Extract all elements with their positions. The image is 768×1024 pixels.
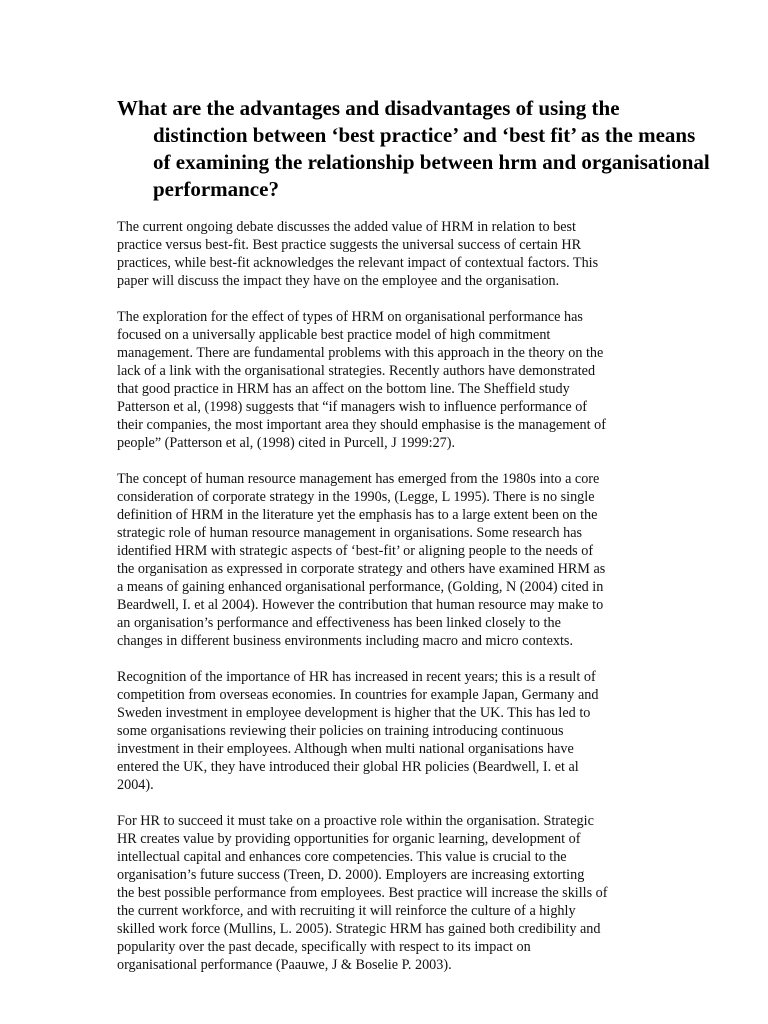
paragraph-4: Recognition of the importance of HR has increased in recent years; this is a result of competition from overseas economies. In countries for example Japan, Germany and Sweden investment in employee development is higher that the UK. This has led to some organisations reviewing their policies on training introducing continuous investment in their employees. Although when multi national organisations have entered the UK, they have introduced their global HR policies (Beardwell, I. et al 2004). — [117, 669, 599, 793]
paragraph-1: The current ongoing debate discusses the added value of HRM in relation to best practice versus best-fit. Best practice suggests the universal success of certain HR practices, while best-fit acknowledges the relevant impact of contextual factors. This paper will discuss the impact they have on the employee and the organisation. — [117, 219, 599, 289]
document-title: What are the advantages and disadvantages of using the distinction between ‘best practice’ and ‘best fit’ as the means of examining the relationship between hrm and organisational performance? — [117, 96, 710, 201]
paragraph-5: For HR to succeed it must take on a proactive role within the organisation. Strategic HR creates value by providing opportunities for organic learning, development of intellectual capital and enhances core competencies. This value is crucial to the organisation’s future success (Treen, D. 2000). Employers are increasing extorting the best possible performance from employees. Best practice will increase the skills of the current workforce, and with recruiting it will reinforce the culture of a highly skilled work force (Mullins, L. 2005). Strategic HRM has gained both credibility and popularity over the past decade, specifically with respect to its impact on organisational performance (Paauwe, J & Boselie P. 2003). — [117, 813, 608, 973]
document-body — [117, 218, 660, 992]
paragraph-3: The concept of human resource management has emerged from the 1980s into a core consideration of corporate strategy in the 1990s, (Legge, L 1995). There is no single definition of HRM in the literature yet the emphasis has to a large extent been on the strategic role of human resource management in organisations. Some research has identified HRM with strategic aspects of ‘best-fit’ or aligning people to the needs of the organisation as expressed in corporate strategy and others have examined HRM as a means of gaining enhanced organisational performance, (Golding, N (2004) cited in Beardwell, I. et al 2004). However the contribution that human resource may make to an organisation’s performance and effectiveness has been linked closely to the changes in different business environments including macro and micro contexts. — [117, 471, 606, 649]
paragraph-2: The exploration for the effect of types of HRM on organisational performance has focused on a universally applicable best practice model of high commitment management. There are fundamental problems with this approach in the theory on the lack of a link with the organisational strategies. Recently authors have demonstrated that good practice in HRM has an affect on the bottom line. The Sheffield study Patterson et al, (1998) suggests that “if managers wish to influence performance of their companies, the most important area they should emphasise is the management of people” (Patterson et al, (1998) cited in Purcell, J 1999:27). — [117, 309, 606, 451]
